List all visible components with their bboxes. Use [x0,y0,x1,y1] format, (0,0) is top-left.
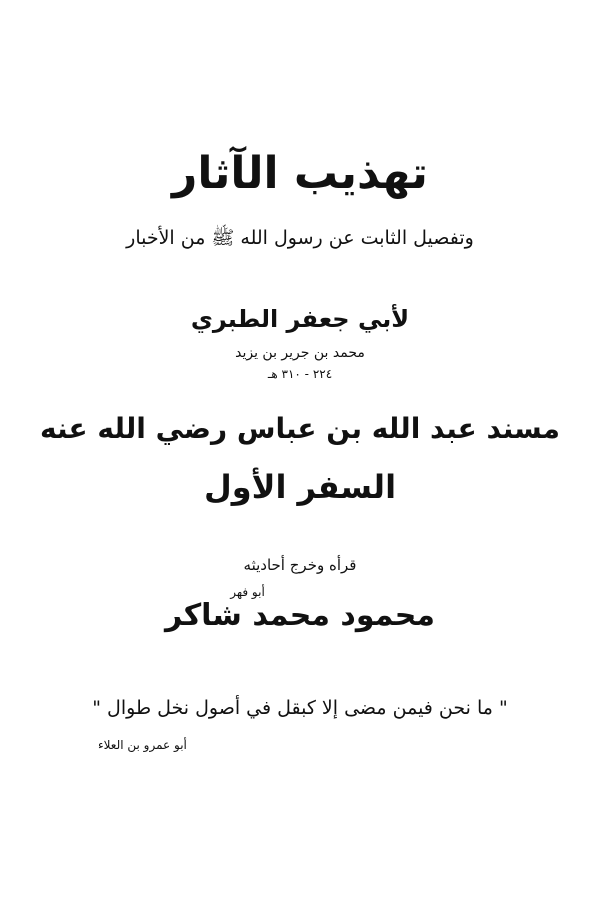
editor-role: قرأه وخرج أحاديثه [243,556,357,574]
editor-name: محمود محمد شاكر [165,598,435,633]
editor-kunya: أبو فهر [230,585,265,599]
book-subtitle: وتفصيل الثابت عن رسول الله ﷺ من الأخبار [126,227,474,249]
author-full-name: محمد بن جرير بن يزيد [235,345,365,361]
epigraph-text: " ما نحن فيمن مضى إلا كبقل في أصول نخل طوال " [92,697,508,719]
author-name: لأبي جعفر الطبري [190,305,410,333]
section-title: مسند عبد الله بن عباس رضي الله عنه [40,412,560,445]
epigraph-source: أبو عمرو بن العلاء [98,738,187,752]
author-dates: ٢٢٤ - ٣١٠ هـ [267,367,333,381]
book-title: تهذيب الآثار [172,148,428,199]
volume-title: السفر الأول [203,468,397,506]
